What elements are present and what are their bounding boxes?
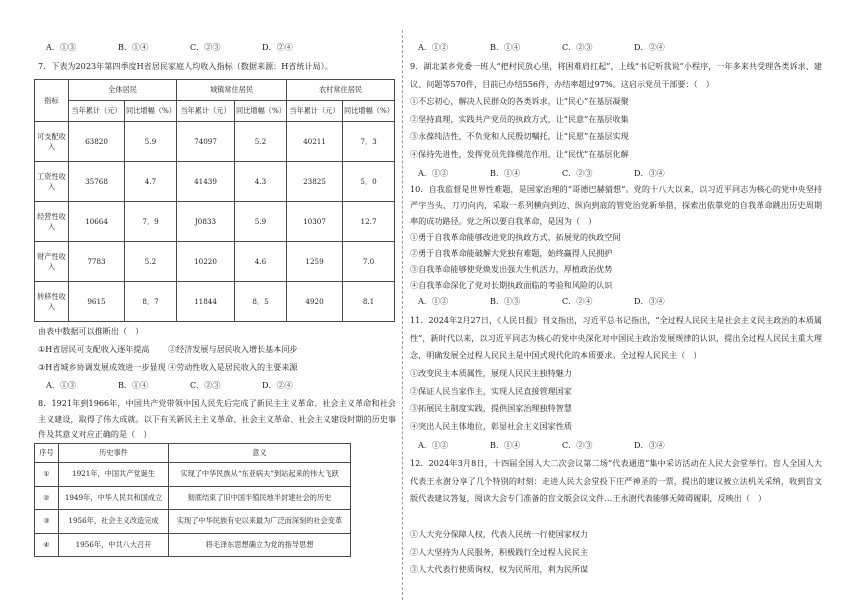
choice-4: ④自我革命深化了党对长期执政面临的考验和风险的认识 — [410, 280, 613, 290]
cell-value: 7．3 — [343, 122, 395, 162]
row-label: 经营性收入 — [35, 202, 69, 242]
row-significance: 实现了中华民族从“东亚病夫”到站起来的伟大飞跃 — [169, 463, 351, 487]
cell-value: 10664 — [69, 202, 125, 242]
row-number: ③ — [35, 510, 59, 534]
option-d: D．③④ — [634, 295, 665, 306]
right-column — [410, 0, 822, 608]
subheader-growth: 同比增幅（%） — [235, 101, 287, 122]
row-label: 工资性收入 — [35, 162, 69, 202]
cell-value: 40211 — [287, 122, 343, 162]
header-all-residents: 全体居民 — [69, 80, 177, 101]
row-event: 1921年，中国共产党诞生 — [59, 463, 169, 487]
cell-value: 12.7 — [343, 202, 395, 242]
option-a: A．①③ — [46, 380, 77, 390]
cell-value: 5.9 — [235, 202, 287, 242]
option-a: A．①③ — [46, 42, 77, 52]
table-row — [35, 510, 351, 534]
cell-value: 7．9 — [125, 202, 177, 242]
cell-value: 1259 — [287, 242, 343, 282]
question-7-choices-row-2 — [38, 359, 396, 376]
question-9-choices — [410, 93, 822, 164]
subheader-cumulative: 当年累计（元） — [177, 101, 235, 122]
row-label: 财产性收入 — [35, 242, 69, 282]
choice-2: ②勇于自我革命能破解大党独有难题，始终赢得人民拥护 — [410, 248, 613, 258]
choice-2: ②人大坚持为人民服务，积极践行全过程人民民主 — [410, 546, 589, 557]
option-c: C．②③ — [562, 439, 593, 450]
history-events-table — [34, 443, 351, 557]
choice-2: ②保证人民当家作主，实现人民直接管理国家 — [410, 385, 572, 396]
cell-value: 11844 — [177, 282, 235, 322]
cell-value: 10307 — [287, 202, 343, 242]
row-significance: 实现了中华民族有史以来最为广泛而深刻的社会变革 — [169, 510, 351, 534]
choice-1: ①人大充分保障人权，代表人民统一行使国家权力 — [410, 529, 589, 539]
table-row — [35, 202, 395, 242]
column-divider — [402, 30, 403, 600]
question-6-options — [46, 39, 396, 56]
cell-value: 35768 — [69, 162, 125, 202]
choice-1: ①改变民主本质属性，展现人民民主独特魅力 — [410, 368, 572, 378]
cell-value: 5.2 — [235, 122, 287, 162]
header-number: 序号 — [35, 444, 59, 463]
option-d: D．②④ — [262, 42, 293, 52]
option-b: B．①④ — [490, 167, 521, 178]
row-label: 转移性收入 — [35, 282, 69, 322]
cell-value: 74097 — [177, 122, 235, 162]
option-d: D．③④ — [634, 439, 665, 450]
cell-value: 4.6 — [235, 242, 287, 282]
cell-value: 8．5 — [235, 282, 287, 322]
table-row — [35, 162, 395, 202]
choice-2: ②坚持真理，实践共产党员的执政方式，让“民意”在基层收集 — [410, 113, 629, 124]
table-header-row — [35, 80, 395, 101]
row-number: ④ — [35, 533, 59, 557]
cell-value: 8．7 — [125, 282, 177, 322]
cell-value: J0833 — [177, 202, 235, 242]
cell-value: 4.7 — [125, 162, 177, 202]
option-a: A．①② — [418, 42, 449, 52]
question-12-stem: 12．2024年3月8日，十四届全国人大二次会议第二场“代表通道”集中采访活动在人民大会堂举行。盲人全国人大代表王永澍分享了几个特别的时刻：走进人民大会堂投下庄严神圣的一票，提出的建议被立法机关采纳，收到盲文版代表建议答复，阅读大会专门准备的盲文版会议文件…王永澍代表能够无障碍履职，反映出（ ） — [410, 458, 822, 504]
cell-value: 7783 — [69, 242, 125, 282]
choice-3: ③人大代表行使质询权，权为民所用，利为民所谋 — [410, 564, 589, 575]
row-event: 1956年，社会主义改造完成 — [59, 510, 169, 534]
option-d: D．②④ — [262, 380, 293, 390]
question-9-stem: 9．湖北某乡党委一班人“把村民放心里，将困难肩扛起”，上线“书记听我说”小程序，一年多来共受理各类诉求、建议、问题等570件，目前已办结556件，办结率超过97%。这启示党员干部要：（ ） — [410, 61, 822, 89]
option-c: C．②③ — [190, 380, 221, 390]
row-number: ① — [35, 463, 59, 487]
cell-value: 9615 — [69, 282, 125, 322]
subheader-cumulative: 当年累计（元） — [69, 101, 125, 122]
choice-3: ③H省城乡协调发展成效进一步显现 — [38, 362, 166, 372]
question-8-options — [418, 39, 822, 56]
row-number: ② — [35, 486, 59, 510]
question-7-prompt: 由表中数据可以推断出（ ） — [38, 326, 144, 336]
question-12-choices — [410, 526, 822, 579]
choice-1: ①勇于自我革命能够改进党的执政方式，拓展党的执政空间 — [410, 232, 621, 242]
option-a: A．①② — [418, 295, 449, 306]
question-11-stem: 11．2024年2月27日，《人民日报》刊文指出，习近平总书记指出，“全过程人民民主是社会主义民主政治的本质属性”，新时代以来，以习近平同志为核心的党中央深化对中国民主政治发展规律的认识，提出全过程人民民主重大理念，明确发展全过程人民民主是中国式现代化的本质要求。全过程人民民主（ ） — [410, 315, 822, 361]
option-c: C．②③ — [190, 42, 221, 52]
option-c: C．②③ — [562, 42, 593, 52]
option-b: B．①④ — [490, 439, 521, 450]
choice-4: ④突出人民主体地位，彰显社会主义国家性质 — [410, 421, 572, 432]
question-10-options — [418, 293, 822, 310]
question-7-stem: 7．下表为2023年第四季度H省居民家庭人均收入指标（数据来源：H省统计局）。 — [38, 61, 333, 71]
table-row — [35, 486, 351, 510]
cell-value: 8.1 — [343, 282, 395, 322]
cell-value: 4920 — [287, 282, 343, 322]
question-10-choices — [410, 229, 822, 293]
table-row — [35, 463, 351, 487]
subheader-growth: 同比增幅（%） — [125, 101, 177, 122]
row-event: 1949年，中华人民共和国成立 — [59, 486, 169, 510]
cell-value: 41439 — [177, 162, 235, 202]
option-b: B．①④ — [118, 42, 149, 52]
left-column — [38, 0, 396, 608]
header-indicator: 指标 — [35, 80, 69, 122]
table-row — [35, 282, 395, 322]
option-d: D．②④ — [634, 42, 665, 52]
cell-value: 5．0 — [343, 162, 395, 202]
cell-value: 23825 — [287, 162, 343, 202]
question-9-options — [418, 165, 822, 182]
table-row — [35, 533, 351, 557]
subheader-growth: 同比增幅（%） — [343, 101, 395, 122]
table-row — [35, 242, 395, 282]
option-b: B．①④ — [490, 42, 521, 52]
choice-3: ③拓展民主制度实践，提供国家治理独特智慧 — [410, 403, 572, 414]
option-b: B．①③ — [490, 295, 521, 306]
header-event: 历史事件 — [59, 444, 169, 463]
option-d: D．③④ — [634, 167, 665, 178]
option-c: C．②③ — [562, 167, 593, 178]
cell-value: 63820 — [69, 122, 125, 162]
choice-4: ④保持先进性，发挥党员先锋模范作用，让“民忧”在基层化解 — [410, 149, 629, 160]
header-rural-residents: 农村常住居民 — [287, 80, 395, 101]
subheader-cumulative: 当年累计（元） — [287, 101, 343, 122]
cell-value: 7.0 — [343, 242, 395, 282]
table-subheader-row — [35, 101, 395, 122]
option-a: A．①② — [418, 439, 449, 450]
option-c: C．②④ — [562, 295, 593, 306]
row-event: 1956年，中共八大召开 — [59, 533, 169, 557]
cell-value: 4.3 — [235, 162, 287, 202]
question-11-options — [418, 437, 822, 454]
question-7-choices-row-1 — [38, 341, 396, 358]
income-indicator-table — [34, 79, 395, 322]
cell-value: 5.2 — [125, 242, 177, 282]
choice-2: ②经济发展与居民收入增长基本同步 — [168, 344, 298, 354]
table-header-row — [35, 444, 351, 463]
header-urban-residents: 城镇常住居民 — [177, 80, 287, 101]
row-significance: 将毛泽东思想确立为党的指导思想 — [169, 533, 351, 557]
question-11-choices — [410, 365, 822, 436]
row-significance: 彻底结束了旧中国半殖民地半封建社会的历史 — [169, 486, 351, 510]
choice-1: ①H省居民可支配收入逐年提高 — [38, 344, 150, 354]
question-7-options — [46, 377, 396, 394]
header-significance: 意义 — [169, 444, 351, 463]
table-row — [35, 122, 395, 162]
cell-value: 10220 — [177, 242, 235, 282]
choice-4: ④劳动性收入是居民收入的主要来源 — [168, 362, 298, 372]
choice-3: ③自我革命能够使党焕发出强大生机活力，厚植政治优势 — [410, 264, 613, 274]
cell-value: 5.9 — [125, 122, 177, 162]
option-a: A．①② — [418, 167, 449, 178]
choice-3: ③永葆纯洁性，不负党和人民殷切嘱托，让“民愿”在基层实现 — [410, 131, 629, 142]
question-10-stem: 10．自我监督是世界性难题，是国家治理的“哥德巴赫猜想”。党的十八大以来，以习近平同志为核心的党中央坚持严字当头、刀刃向内，采取一系列横向到边、纵向到底的管党治党新举措，探索出依靠党的自我革命跳出历史周期率的成功路径。党之所以要自我革命，是因为（ ） — [410, 184, 822, 226]
question-8-stem: 8．1921年到1966年，中国共产党带领中国人民先后完成了新民主主义革命、社会主义革命和社会主义建设，取得了伟大成就。以下有关新民主主义革命、社会主义革命、社会主义建设时期的历史事件及其意义对应正确的是（ ） — [38, 398, 396, 439]
option-b: B．①④ — [118, 380, 149, 390]
row-label: 可支配收入 — [35, 122, 69, 162]
choice-1: ①不忘初心，解决人民群众的各类诉求，让“民心”在基层凝聚 — [410, 96, 629, 106]
